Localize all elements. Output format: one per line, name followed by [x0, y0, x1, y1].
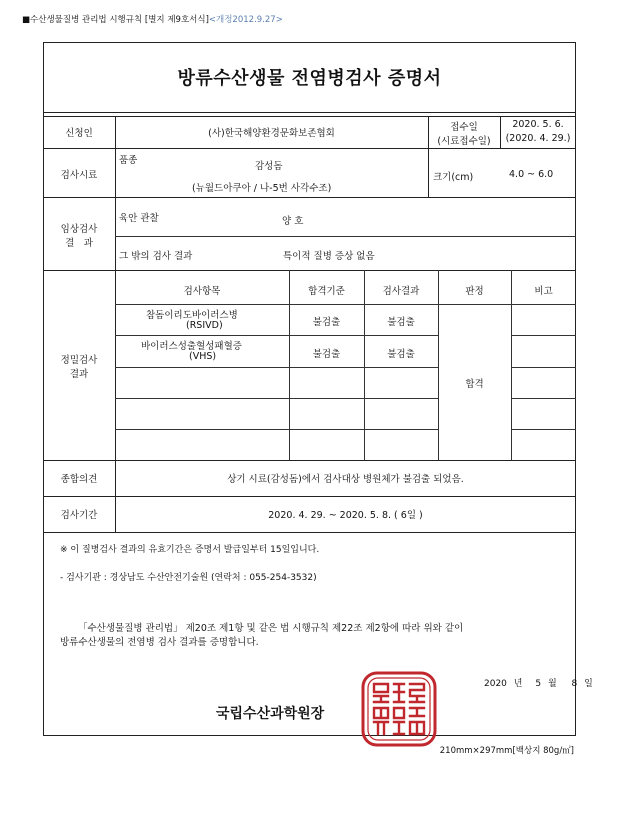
precision-label-line1: 정밀검사 [60, 355, 98, 366]
divider [511, 335, 576, 336]
divider [289, 270, 290, 460]
issue-date [484, 676, 593, 689]
date-year: 2020 [484, 679, 507, 689]
date-year-unit: 년 [513, 679, 523, 689]
species-detail: (뉴월드아쿠아 / 나-5번 사각수조) [192, 183, 332, 194]
official-seal [360, 670, 438, 748]
validity-note: ※ 이 질병검사 결과의 유효기간은 증명서 발급일부터 15일입니다. [60, 545, 320, 555]
table-header: 비고 [534, 286, 553, 297]
date-day: 8 [571, 679, 578, 689]
precision-label-line2: 결과 [69, 369, 89, 380]
divider [511, 270, 512, 460]
seal-graphic [360, 670, 438, 748]
naked-eye-value: 양 호 [282, 216, 304, 227]
document-title: 방류수산생물 전염병검사 증명서 [43, 42, 576, 113]
divider [115, 398, 438, 399]
divider [428, 148, 429, 197]
table-header: 검사항목 [183, 286, 221, 297]
test-item-name: 바이러스성출혈성패혈증 [141, 341, 242, 352]
test-standard: 불검출 [312, 349, 341, 360]
naked-eye-label: 육안 관찰 [119, 213, 159, 224]
test-item-name: 참돔이리도바이러스병 [146, 310, 238, 321]
opinion-label: 종합의견 [60, 474, 98, 485]
species-value: 감성돔 [255, 161, 283, 172]
table-header: 합격기준 [308, 286, 345, 297]
verdict: 합격 [465, 379, 484, 390]
date-day-unit: 일 [584, 679, 593, 689]
divider [115, 304, 576, 305]
divider [43, 460, 576, 461]
other-result-value: 특이적 질병 증상 없음 [283, 251, 375, 262]
size-label: 크기(cm) [433, 172, 474, 183]
sample-receipt-date-label: (시료접수일) [437, 136, 491, 147]
test-result: 불검출 [387, 317, 415, 328]
table-header: 판정 [465, 286, 484, 297]
date-month-unit: 월 [547, 679, 557, 689]
applicant-value: (사)한국해양환경문화보존협회 [208, 128, 335, 139]
issuer-name: 국립수산과학원장 [216, 706, 325, 722]
species-label: 품종 [119, 155, 138, 166]
paper-spec: 210mm×297mm[백상지 80g/㎡] [439, 746, 574, 756]
opinion-value: 상기 시료(감성돔)에서 검사대상 병원체가 불검출 되었음. [227, 474, 464, 485]
clinical-label-line2: 결 과 [65, 238, 93, 249]
period-label: 검사기간 [60, 510, 98, 521]
divider [43, 148, 576, 149]
size-value: 4.0 ~ 6.0 [509, 169, 554, 180]
certification-line2: 방류수산생물의 전염병 검사 결과를 증명합니다. [60, 637, 259, 648]
divider [364, 270, 365, 460]
divider [43, 532, 576, 533]
divider [115, 429, 438, 430]
date-month: 5 [535, 679, 542, 689]
divider [511, 429, 576, 430]
form-reference [22, 13, 283, 25]
divider [115, 236, 576, 237]
table-header: 검사결과 [382, 286, 420, 297]
divider [115, 116, 116, 532]
divider [43, 197, 576, 198]
clinical-label-line1: 임상검사 [60, 224, 98, 235]
period-value: 2020. 4. 29. ~ 2020. 5. 8. ( 6일 ) [268, 510, 423, 521]
form-ref-text: ■수산생물질병 관리법 시행규칙 [별지 제9호서식] [22, 15, 209, 25]
receipt-date-label: 접수일 [450, 122, 478, 133]
divider [43, 270, 576, 271]
agency-note: - 검사기관 : 경상남도 수산안전기술원 (연락처 : 055-254-3532) [60, 573, 317, 583]
divider [511, 398, 576, 399]
certification-line1: 「수산생물질병 관리법」 제20조 제1항 및 같은 법 시행규칙 제22조 제2항에 따라 위와 같이 [78, 623, 464, 634]
applicant-label: 신청인 [65, 128, 93, 139]
sample-receipt-date-value: (2020. 4. 29.) [505, 133, 571, 144]
test-standard: 불검출 [312, 317, 341, 328]
other-result-label: 그 밖의 검사 결과 [119, 251, 193, 262]
divider [438, 270, 439, 460]
divider [115, 335, 438, 336]
test-item-code: (RSIVD) [186, 320, 223, 331]
divider [43, 116, 576, 117]
divider [115, 367, 438, 368]
test-result: 불검출 [387, 349, 415, 360]
divider [511, 367, 576, 368]
revision-text: <개정2012.9.27> [208, 15, 283, 25]
test-item-code: (VHS) [189, 351, 217, 362]
receipt-date-value: 2020. 5. 6. [512, 119, 564, 130]
divider [43, 496, 576, 497]
sample-label: 검사시료 [60, 170, 98, 181]
